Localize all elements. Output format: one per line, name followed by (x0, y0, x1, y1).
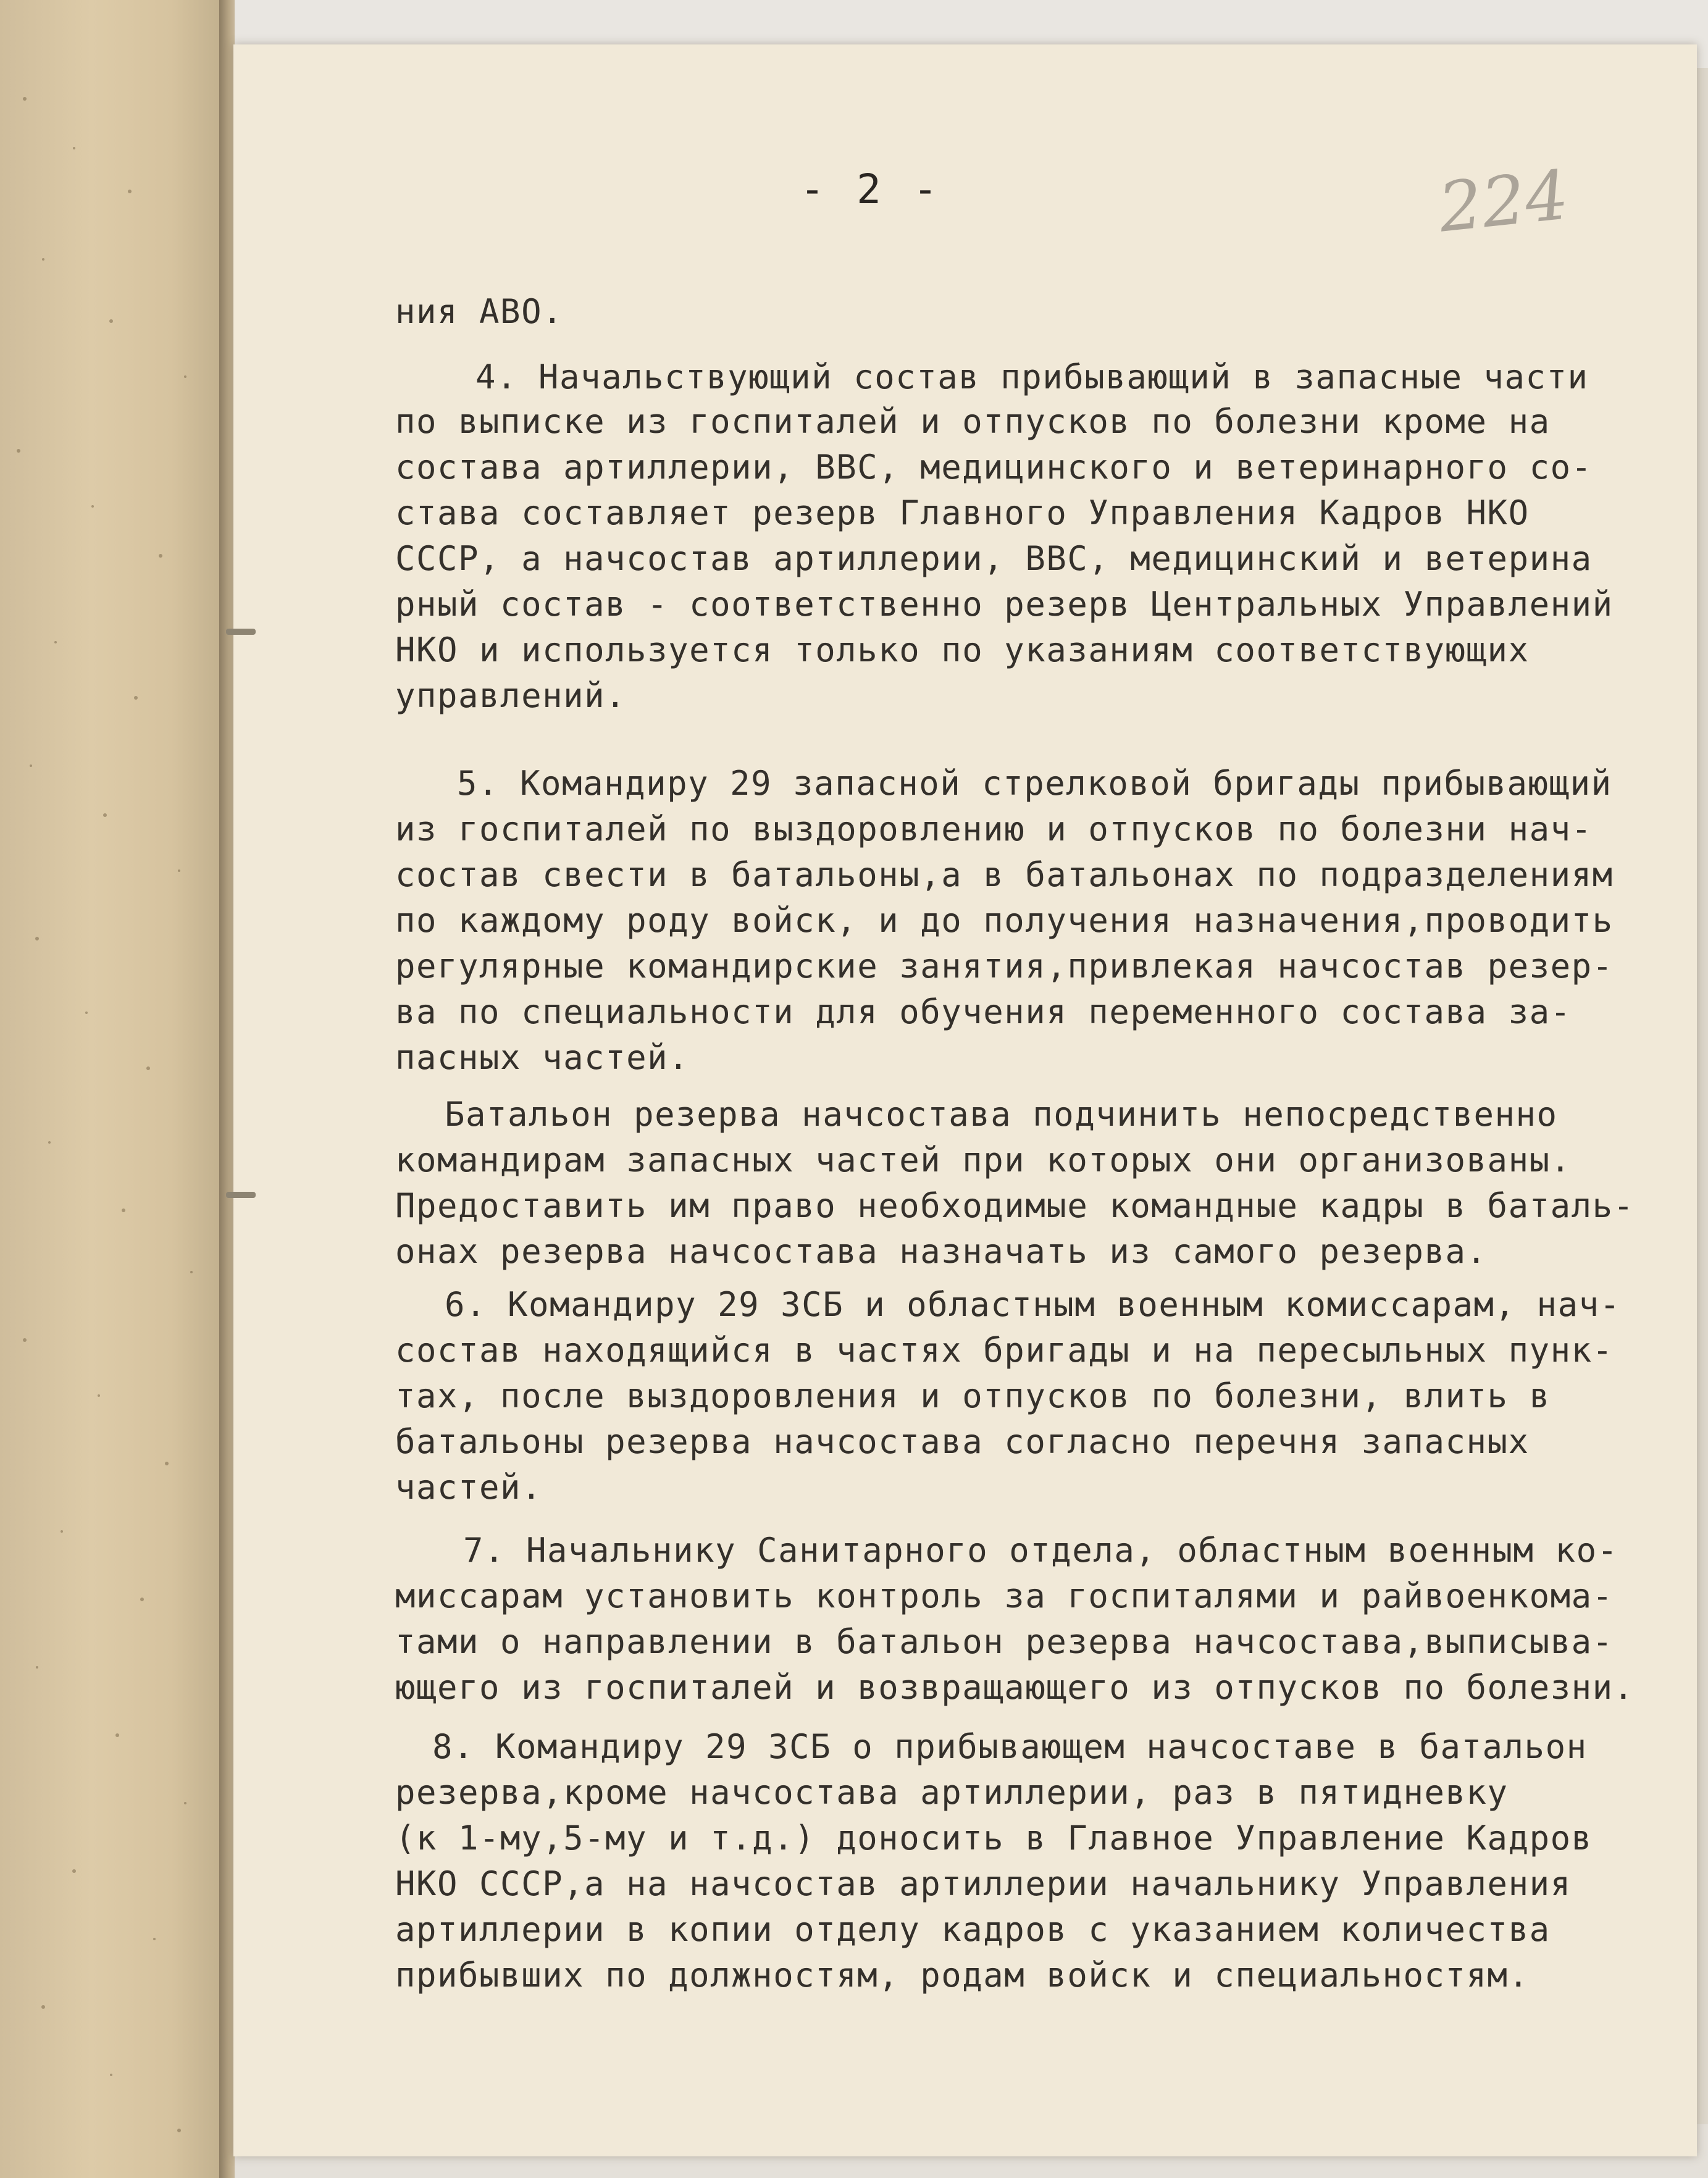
text-line: ющего из госпиталей и возвращающего из отпусков по болезни. (395, 1668, 1635, 1707)
text-line: 4. Начальствующий состав прибывающий в запасные части (475, 358, 1589, 396)
text-line: НКО и используется только по указаниям соответствующих (395, 630, 1530, 669)
text-line: Предоставить им право необходимые командные кадры в баталь- (395, 1186, 1635, 1225)
text-line: 5. Командиру 29 запасной стрелковой бригады прибывающий (457, 764, 1612, 803)
text-line: 8. Командиру 29 ЗСБ о прибывающем начсоставе в батальон (432, 1727, 1588, 1766)
text-line: по каждому роду войск, и до получения назначения,проводить (395, 901, 1614, 940)
text-line: состав находящийся в частях бригады и на пересыльных пунк- (395, 1331, 1614, 1370)
text-line: Батальон резерва начсостава подчинить непосредственно (445, 1095, 1558, 1134)
text-line: батальоны резерва начсостава согласно перечня запасных (395, 1422, 1530, 1461)
text-line: става составляет резерв Главного Управления Кадров НКО (395, 493, 1530, 532)
text-line: командирам запасных частей при которых они организованы. (395, 1141, 1572, 1179)
text-line: ва по специальности для обучения переменного состава за- (395, 992, 1572, 1031)
text-line: регулярные командирские занятия,привлекая начсостав резер- (395, 947, 1614, 986)
text-line: миссарам установить контроль за госпиталями и райвоенкома- (395, 1577, 1614, 1615)
text-line: из госпиталей по выздоровлению и отпусков по болезни нач- (395, 810, 1593, 848)
text-line: состава артиллерии, ВВС, медицинского и ветеринарного со- (395, 448, 1593, 487)
text-line: тами о направлении в батальон резерва начсостава,выписыва- (395, 1622, 1614, 1661)
paper-texture (0, 0, 228, 2178)
text-line: резерва,кроме начсостава артиллерии, раз в пятидневку (395, 1773, 1509, 1812)
text-line: СССР, а начсостав артиллерии, ВВС, медицинский и ветерина (395, 539, 1593, 578)
binding-thread-icon (226, 1192, 256, 1198)
text-line: по выписке из госпиталей и отпусков по болезни кроме на (395, 402, 1551, 441)
text-line: тах, после выздоровления и отпусков по болезни, влить в (395, 1376, 1551, 1415)
text-line: артиллерии в копии отделу кадров с указанием количества (395, 1910, 1551, 1949)
text-line: 7. Начальнику Санитарного отдела, областным военным ко- (463, 1531, 1618, 1570)
text-line: прибывших по должностям, родам войск и специальностям. (395, 1956, 1530, 1995)
text-line: НКО СССР,а на начсостав артиллерии начальнику Управления (395, 1864, 1572, 1903)
binding-thread-icon (226, 629, 256, 635)
text-line: состав свести в батальоны,а в батальонах по подразделениям (395, 855, 1614, 894)
text-line: управлений. (395, 676, 627, 715)
text-line: рный состав - соответственно резерв Центральных Управлений (395, 585, 1614, 624)
text-line: (к 1-му,5-му и т.д.) доносить в Главное Управление Кадров (395, 1819, 1593, 1858)
handwritten-archive-number: 224 (1434, 155, 1573, 248)
text-line: ния АВО. (395, 292, 564, 331)
page-number: - 2 - (800, 165, 942, 213)
text-line: частей. (395, 1468, 543, 1507)
text-line: 6. Командиру 29 ЗСБ и областным военным комиссарам, нач- (445, 1285, 1621, 1324)
text-line: онах резерва начсостава назначать из самого резерва. (395, 1232, 1488, 1271)
text-line: пасных частей. (395, 1038, 690, 1077)
